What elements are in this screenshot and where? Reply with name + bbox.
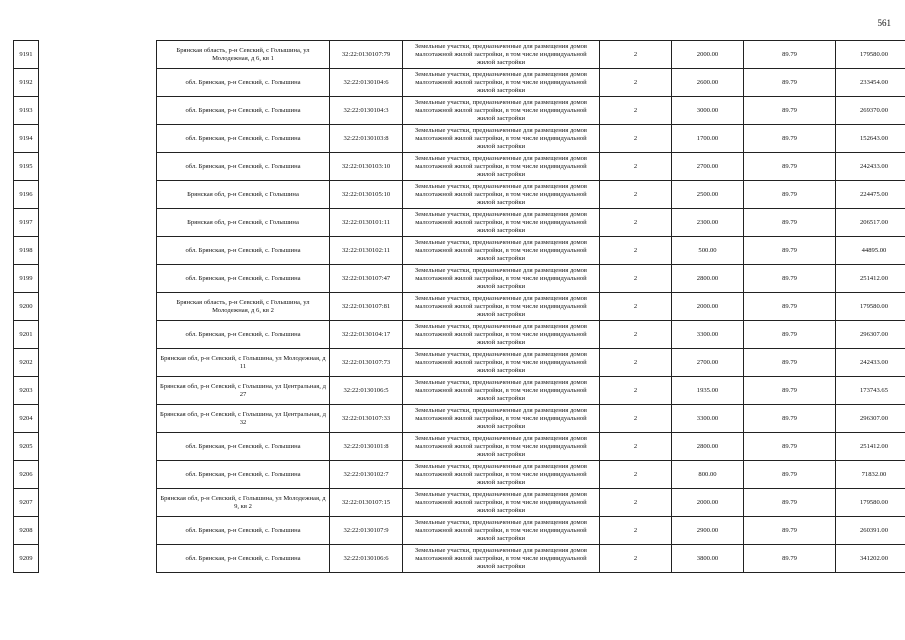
area-cell: 1700.00 (672, 125, 744, 153)
table-row (14, 125, 905, 153)
permitted-use-cell: Земельные участки, предназначенные для размещения домов малоэтажной жилой застройки, в том числе индивидуальной жилой застройки (403, 461, 600, 489)
cadastral-number-cell: 32:22:0130105:10 (330, 181, 403, 209)
category-cell: 2 (600, 209, 672, 237)
category-cell: 2 (600, 181, 672, 209)
cadastral-value-cell: 296307.00 (836, 405, 905, 433)
permitted-use-cell: Земельные участки, предназначенные для размещения домов малоэтажной жилой застройки, в том числе индивидуальной жилой застройки (403, 377, 600, 405)
row-number-cell: 9201 (14, 321, 39, 349)
address-cell: Брянская обл, р-н Севский, с Голышина (157, 209, 330, 237)
area-cell: 2900.00 (672, 517, 744, 545)
area-cell: 2300.00 (672, 209, 744, 237)
cadastral-number-cell: 32:22:0130107:47 (330, 265, 403, 293)
cadastral-number-cell: 32:22:0130107:81 (330, 293, 403, 321)
table-row (14, 265, 905, 293)
row-number-cell: 9209 (14, 545, 39, 573)
permitted-use-cell: Земельные участки, предназначенные для размещения домов малоэтажной жилой застройки, в том числе индивидуальной жилой застройки (403, 181, 600, 209)
table-row (14, 97, 905, 125)
address-cell: Брянская область, р-н Севский, с Голышина, ул Молодежная, д 6, кв 2 (157, 293, 330, 321)
cadastral-number-cell: 32:22:0130107:79 (330, 41, 403, 69)
cadastral-number-cell: 32:22:0130101:8 (330, 433, 403, 461)
area-cell: 1935.00 (672, 377, 744, 405)
row-number-cell: 9206 (14, 461, 39, 489)
permitted-use-cell: Земельные участки, предназначенные для размещения домов малоэтажной жилой застройки, в том числе индивидуальной жилой застройки (403, 517, 600, 545)
category-cell: 2 (600, 97, 672, 125)
cadastral-value-cell: 224475.00 (836, 181, 905, 209)
blank-cell (39, 461, 157, 489)
cadastral-number-cell: 32:22:0130107:15 (330, 489, 403, 517)
row-number-cell: 9204 (14, 405, 39, 433)
category-cell: 2 (600, 125, 672, 153)
area-cell: 500.00 (672, 237, 744, 265)
cadastral-value-cell: 251412.00 (836, 265, 905, 293)
specific-value-cell: 89.79 (744, 461, 836, 489)
category-cell: 2 (600, 489, 672, 517)
blank-cell (39, 293, 157, 321)
address-cell: обл. Брянская, р-н Севский, с. Голышина (157, 265, 330, 293)
cadastral-number-cell: 32:22:0130102:7 (330, 461, 403, 489)
row-number-cell: 9194 (14, 125, 39, 153)
row-number-cell: 9208 (14, 517, 39, 545)
permitted-use-cell: Земельные участки, предназначенные для размещения домов малоэтажной жилой застройки, в том числе индивидуальной жилой застройки (403, 545, 600, 573)
cadastral-value-cell: 296307.00 (836, 321, 905, 349)
cadastral-value-cell: 179580.00 (836, 489, 905, 517)
cadastral-value-cell: 71832.00 (836, 461, 905, 489)
table-row (14, 321, 905, 349)
category-cell: 2 (600, 237, 672, 265)
specific-value-cell: 89.79 (744, 265, 836, 293)
table-row (14, 377, 905, 405)
land-registry-table (13, 40, 905, 573)
address-cell: обл. Брянская, р-н Севский, с. Голышина (157, 125, 330, 153)
category-cell: 2 (600, 69, 672, 97)
cadastral-number-cell: 32:22:0130104:3 (330, 97, 403, 125)
address-cell: Брянская обл, р-н Севский, с Голышина, ул Молодежная, д 9, кв 2 (157, 489, 330, 517)
cadastral-number-cell: 32:22:0130101:11 (330, 209, 403, 237)
blank-cell (39, 41, 157, 69)
table-row (14, 293, 905, 321)
table-row (14, 405, 905, 433)
permitted-use-cell: Земельные участки, предназначенные для размещения домов малоэтажной жилой застройки, в том числе индивидуальной жилой застройки (403, 293, 600, 321)
permitted-use-cell: Земельные участки, предназначенные для размещения домов малоэтажной жилой застройки, в том числе индивидуальной жилой застройки (403, 69, 600, 97)
blank-cell (39, 545, 157, 573)
cadastral-number-cell: 32:22:0130104:6 (330, 69, 403, 97)
permitted-use-cell: Земельные участки, предназначенные для размещения домов малоэтажной жилой застройки, в том числе индивидуальной жилой застройки (403, 321, 600, 349)
cadastral-value-cell: 206517.00 (836, 209, 905, 237)
cadastral-value-cell: 242433.00 (836, 349, 905, 377)
cadastral-number-cell: 32:22:0130103:10 (330, 153, 403, 181)
permitted-use-cell: Земельные участки, предназначенные для размещения домов малоэтажной жилой застройки, в том числе индивидуальной жилой застройки (403, 125, 600, 153)
area-cell: 2800.00 (672, 265, 744, 293)
cadastral-value-cell: 44895.00 (836, 237, 905, 265)
cadastral-number-cell: 32:22:0130107:33 (330, 405, 403, 433)
row-number-cell: 9195 (14, 153, 39, 181)
cadastral-value-cell: 179580.00 (836, 41, 905, 69)
table-row (14, 461, 905, 489)
specific-value-cell: 89.79 (744, 433, 836, 461)
row-number-cell: 9203 (14, 377, 39, 405)
table-row (14, 517, 905, 545)
table-body (14, 41, 905, 573)
cadastral-value-cell: 341202.00 (836, 545, 905, 573)
permitted-use-cell: Земельные участки, предназначенные для размещения домов малоэтажной жилой застройки, в том числе индивидуальной жилой застройки (403, 433, 600, 461)
address-cell: обл. Брянская, р-н Севский, с. Голышина (157, 461, 330, 489)
address-cell: Брянская обл, р-н Севский, с Голышина (157, 181, 330, 209)
address-cell: обл. Брянская, р-н Севский, с. Голышина (157, 97, 330, 125)
cadastral-number-cell: 32:22:0130107:9 (330, 517, 403, 545)
permitted-use-cell: Земельные участки, предназначенные для размещения домов малоэтажной жилой застройки, в том числе индивидуальной жилой застройки (403, 489, 600, 517)
cadastral-number-cell: 32:22:0130104:17 (330, 321, 403, 349)
blank-cell (39, 181, 157, 209)
row-number-cell: 9196 (14, 181, 39, 209)
specific-value-cell: 89.79 (744, 237, 836, 265)
address-cell: обл. Брянская, р-н Севский, с. Голышина (157, 545, 330, 573)
address-cell: обл. Брянская, р-н Севский, с. Голышина (157, 517, 330, 545)
cadastral-number-cell: 32:22:0130106:6 (330, 545, 403, 573)
row-number-cell: 9191 (14, 41, 39, 69)
category-cell: 2 (600, 321, 672, 349)
table-row (14, 41, 905, 69)
table-row (14, 433, 905, 461)
row-number-cell: 9198 (14, 237, 39, 265)
category-cell: 2 (600, 517, 672, 545)
row-number-cell: 9192 (14, 69, 39, 97)
cadastral-value-cell: 251412.00 (836, 433, 905, 461)
address-cell: обл. Брянская, р-н Севский, с. Голышина (157, 321, 330, 349)
specific-value-cell: 89.79 (744, 489, 836, 517)
category-cell: 2 (600, 265, 672, 293)
blank-cell (39, 405, 157, 433)
row-number-cell: 9197 (14, 209, 39, 237)
address-cell: Брянская обл, р-н Севский, с Голышина, ул Центральная, д 32 (157, 405, 330, 433)
area-cell: 2600.00 (672, 69, 744, 97)
area-cell: 2000.00 (672, 293, 744, 321)
address-cell: Брянская область, р-н Севский, с Голышина, ул Молодежная, д 6, кв 1 (157, 41, 330, 69)
address-cell: обл. Брянская, р-н Севский, с. Голышина (157, 237, 330, 265)
address-cell: Брянская обл, р-н Севский, с Голышина, ул Молодежная, д 11 (157, 349, 330, 377)
specific-value-cell: 89.79 (744, 321, 836, 349)
blank-cell (39, 209, 157, 237)
address-cell: обл. Брянская, р-н Севский, с. Голышина (157, 69, 330, 97)
permitted-use-cell: Земельные участки, предназначенные для размещения домов малоэтажной жилой застройки, в том числе индивидуальной жилой застройки (403, 405, 600, 433)
specific-value-cell: 89.79 (744, 125, 836, 153)
cadastral-number-cell: 32:22:0130103:8 (330, 125, 403, 153)
permitted-use-cell: Земельные участки, предназначенные для размещения домов малоэтажной жилой застройки, в том числе индивидуальной жилой застройки (403, 265, 600, 293)
blank-cell (39, 69, 157, 97)
table-row (14, 69, 905, 97)
specific-value-cell: 89.79 (744, 349, 836, 377)
blank-cell (39, 517, 157, 545)
address-cell: обл. Брянская, р-н Севский, с. Голышина (157, 433, 330, 461)
blank-cell (39, 377, 157, 405)
specific-value-cell: 89.79 (744, 41, 836, 69)
area-cell: 2700.00 (672, 349, 744, 377)
specific-value-cell: 89.79 (744, 293, 836, 321)
specific-value-cell: 89.79 (744, 517, 836, 545)
specific-value-cell: 89.79 (744, 181, 836, 209)
area-cell: 2000.00 (672, 41, 744, 69)
cadastral-number-cell: 32:22:0130102:11 (330, 237, 403, 265)
specific-value-cell: 89.79 (744, 405, 836, 433)
blank-cell (39, 97, 157, 125)
page-number: 561 (877, 18, 891, 28)
area-cell: 3800.00 (672, 545, 744, 573)
category-cell: 2 (600, 545, 672, 573)
permitted-use-cell: Земельные участки, предназначенные для размещения домов малоэтажной жилой застройки, в том числе индивидуальной жилой застройки (403, 237, 600, 265)
area-cell: 2500.00 (672, 181, 744, 209)
cadastral-value-cell: 152643.00 (836, 125, 905, 153)
category-cell: 2 (600, 293, 672, 321)
area-cell: 2000.00 (672, 489, 744, 517)
category-cell: 2 (600, 433, 672, 461)
cadastral-number-cell: 32:22:0130106:5 (330, 377, 403, 405)
table-row (14, 209, 905, 237)
specific-value-cell: 89.79 (744, 97, 836, 125)
blank-cell (39, 265, 157, 293)
category-cell: 2 (600, 41, 672, 69)
blank-cell (39, 125, 157, 153)
blank-cell (39, 237, 157, 265)
category-cell: 2 (600, 377, 672, 405)
area-cell: 2800.00 (672, 433, 744, 461)
table-row (14, 181, 905, 209)
address-cell: Брянская обл, р-н Севский, с Голышина, ул Центральная, д 27 (157, 377, 330, 405)
blank-cell (39, 349, 157, 377)
cadastral-value-cell: 173743.65 (836, 377, 905, 405)
specific-value-cell: 89.79 (744, 377, 836, 405)
row-number-cell: 9205 (14, 433, 39, 461)
permitted-use-cell: Земельные участки, предназначенные для размещения домов малоэтажной жилой застройки, в том числе индивидуальной жилой застройки (403, 349, 600, 377)
row-number-cell: 9199 (14, 265, 39, 293)
category-cell: 2 (600, 153, 672, 181)
row-number-cell: 9200 (14, 293, 39, 321)
area-cell: 3300.00 (672, 321, 744, 349)
cadastral-value-cell: 242433.00 (836, 153, 905, 181)
area-cell: 800.00 (672, 461, 744, 489)
area-cell: 3000.00 (672, 97, 744, 125)
area-cell: 3300.00 (672, 405, 744, 433)
specific-value-cell: 89.79 (744, 69, 836, 97)
category-cell: 2 (600, 349, 672, 377)
blank-cell (39, 433, 157, 461)
table-row (14, 349, 905, 377)
area-cell: 2700.00 (672, 153, 744, 181)
specific-value-cell: 89.79 (744, 209, 836, 237)
permitted-use-cell: Земельные участки, предназначенные для размещения домов малоэтажной жилой застройки, в том числе индивидуальной жилой застройки (403, 41, 600, 69)
cadastral-value-cell: 233454.00 (836, 69, 905, 97)
specific-value-cell: 89.79 (744, 153, 836, 181)
table-row (14, 545, 905, 573)
permitted-use-cell: Земельные участки, предназначенные для размещения домов малоэтажной жилой застройки, в том числе индивидуальной жилой застройки (403, 153, 600, 181)
table-row (14, 153, 905, 181)
blank-cell (39, 153, 157, 181)
category-cell: 2 (600, 405, 672, 433)
table-row (14, 237, 905, 265)
row-number-cell: 9207 (14, 489, 39, 517)
permitted-use-cell: Земельные участки, предназначенные для размещения домов малоэтажной жилой застройки, в том числе индивидуальной жилой застройки (403, 209, 600, 237)
category-cell: 2 (600, 461, 672, 489)
cadastral-value-cell: 260391.00 (836, 517, 905, 545)
cadastral-value-cell: 179580.00 (836, 293, 905, 321)
blank-cell (39, 489, 157, 517)
permitted-use-cell: Земельные участки, предназначенные для размещения домов малоэтажной жилой застройки, в том числе индивидуальной жилой застройки (403, 97, 600, 125)
cadastral-number-cell: 32:22:0130107:73 (330, 349, 403, 377)
table-row (14, 489, 905, 517)
blank-cell (39, 321, 157, 349)
cadastral-value-cell: 269370.00 (836, 97, 905, 125)
row-number-cell: 9202 (14, 349, 39, 377)
specific-value-cell: 89.79 (744, 545, 836, 573)
address-cell: обл. Брянская, р-н Севский, с. Голышина (157, 153, 330, 181)
row-number-cell: 9193 (14, 97, 39, 125)
